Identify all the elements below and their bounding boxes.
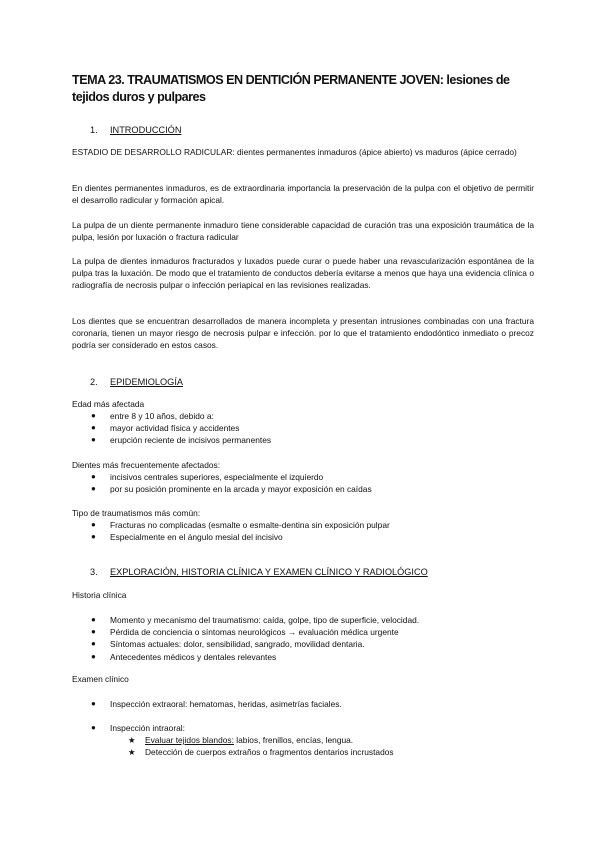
list-item: ● Inspección intraoral:: [91, 723, 185, 733]
list-item: ● entre 8 y 10 años, debido a:: [91, 411, 214, 421]
list-item: ● erupción reciente de incisivos permanentes: [91, 435, 272, 446]
list-item: ● incisivos centrales superiores, especialmente el izquierdo: [91, 472, 324, 482]
intraoral-list: [90, 722, 185, 734]
bullet-icon: ●: [91, 639, 96, 649]
list-item: ● Síntomas actuales: dolor, sensibilidad, sangrado, movilidad dentaria.: [91, 639, 365, 650]
tipo-label: Tipo de traumatismos más común:: [72, 508, 201, 518]
historia-list: [90, 614, 419, 663]
list-item: ● Pérdida de conciencia o síntomas neurológicos → evaluación médica urgente: [91, 627, 399, 638]
bullet-icon: ●: [91, 723, 96, 732]
examen-label: Examen clínico: [72, 674, 129, 684]
bullet-icon: ●: [91, 615, 96, 624]
list-item: ● por su posición prominente en la arcada y mayor exposición en caídas: [91, 484, 372, 495]
bullet-icon: ●: [91, 484, 96, 494]
section-number: 1.: [90, 125, 98, 135]
list-item: ★ Detección de cuerpos extraños o fragmentos dentarios incrustados: [128, 747, 394, 758]
edad-label: Edad más afectada: [72, 399, 145, 409]
intro-paragraph-5: Los dientes que se encuentran desarrollados de manera incompleta y presentan intrusiones combinadas con una fractura coronaria, tienen un mayor riesgo de necrosis pulpar e infección. por lo que el tratamiento endodóntico inmediato o precoz podría ser considerado en estos casos.: [72, 316, 534, 350]
bullet-icon: ●: [91, 532, 96, 542]
bullet-icon: ●: [91, 520, 96, 529]
bullet-icon: ●: [91, 411, 96, 420]
section-heading-exploracion: [90, 566, 428, 578]
intro-paragraph-2: En dientes permanentes inmaduros, es de extraordinaria importancia la preservación de la pulpa con el objetivo de permitir el desarrollo radicular y formación apical.: [72, 183, 534, 205]
section-title: INTRODUCCIÓN: [110, 125, 182, 135]
section-title: EPIDEMIOLOGÍA: [110, 377, 184, 387]
page-title: TEMA 23. TRAUMATISMOS EN DENTICIÓN PERMANENTE JOVEN: lesiones de tejidos duros y pulpares: [72, 73, 510, 104]
dientes-label: Dientes más frecuentemente afectados:: [72, 460, 221, 470]
intro-paragraph-4: La pulpa de dientes inmaduros fracturados y luxados puede curar o puede haber una revascularización espontánea de la pulpa tras la luxación. De modo que el tratamiento de conductos debería evitarse a menos que haya una evidencia clínica o radiografía de necrosis pulpar o infección periapical en las revisiones realizadas.: [72, 256, 534, 290]
bullet-icon: ●: [91, 627, 96, 637]
historia-label: Historia clínica: [72, 590, 127, 600]
tipo-list: [90, 519, 390, 543]
section-number: 3.: [90, 567, 98, 577]
section-heading-introduccion: [90, 124, 181, 136]
list-item: ● Fracturas no complicadas (esmalte o esmalte-dentina sin exposición pulpar: [91, 520, 390, 530]
star-icon: ★: [128, 747, 136, 758]
list-item: ● Antecedentes médicos y dentales relevantes: [91, 651, 277, 662]
section-heading-epidemiologia: [90, 376, 183, 388]
dientes-list: [90, 471, 372, 495]
star-icon: ★: [128, 735, 136, 745]
list-item: ● mayor actividad física y accidentes: [91, 423, 240, 434]
section-title: EXPLORACIÓN, HISTORIA CLÍNICA Y EXAMEN CLÍNICO Y RADIOLÓGICO: [110, 567, 428, 577]
bullet-icon: ●: [91, 651, 96, 661]
bullet-icon: ●: [91, 423, 96, 433]
intro-paragraph-3: La pulpa de un diente permanente inmaduro tiene considerable capacidad de curación tras una exposición traumática de la pulpa, lesión por luxación o fractura radicular: [72, 220, 534, 242]
bullet-icon: ●: [91, 472, 96, 481]
bullet-icon: ●: [91, 435, 96, 445]
extraoral-list: [90, 698, 342, 710]
list-item: ● Especialmente en el ángulo mesial del incisivo: [91, 532, 283, 543]
list-item: ● Inspección extraoral: hematomas, heridas, asimetrías faciales.: [91, 699, 342, 709]
bullet-icon: ●: [91, 699, 96, 708]
edad-list: [90, 410, 271, 447]
intraoral-sublist: [128, 734, 394, 758]
list-item: ● Momento y mecanismo del traumatismo: caída, golpe, tipo de superficie, velocidad.: [91, 615, 420, 625]
list-item: ★ Evaluar tejidos blandos: labios, frenillos, encías, lengua.: [128, 735, 354, 745]
intro-paragraph-1: ESTADIO DE DESARROLLO RADICULAR: dientes permanentes inmaduros (ápice abierto) vs maduros (ápice cerrado): [72, 147, 517, 157]
section-number: 2.: [90, 377, 98, 387]
